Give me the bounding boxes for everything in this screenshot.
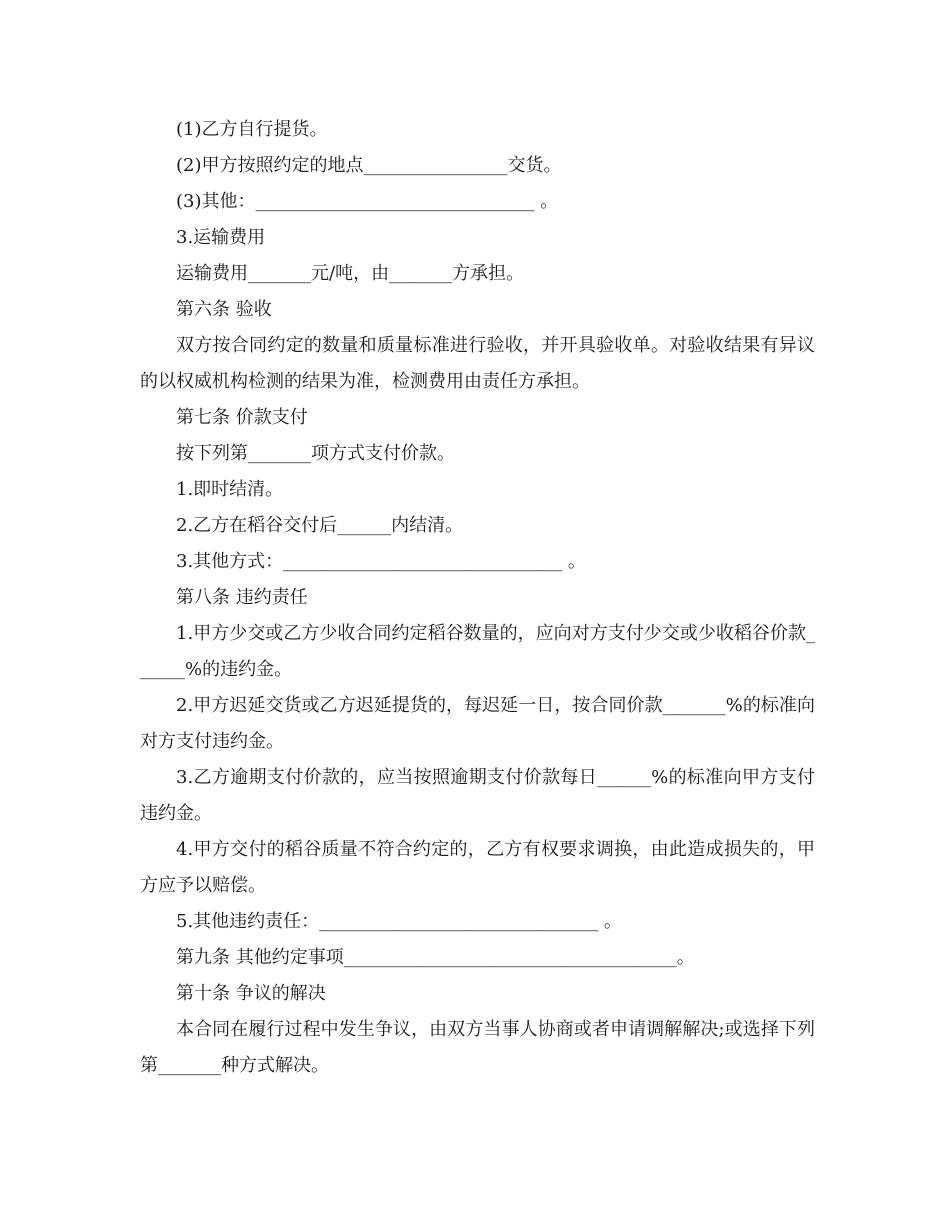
- section-heading-transport-cost: 3.运输费用: [176, 227, 266, 248]
- contract-body: [140, 112, 815, 1084]
- article-heading-7: 第七条 价款支付: [176, 407, 308, 428]
- clause-payment-option-2: 2.乙方在稻谷交付后______内结清。: [176, 515, 464, 536]
- clause-inspection: 双方按合同约定的数量和质量标准进行验收，并开具验收单。对验收结果有异议的以权威机构检测的结果为准，检测费用由责任方承担。: [140, 335, 815, 392]
- article-heading-10: 第十条 争议的解决: [176, 983, 326, 1004]
- clause-payment-method: 按下列第_______项方式支付价款。: [176, 443, 455, 464]
- clause-liability-1: 1.甲方少交或乙方少收合同约定稻谷数量的，应向对方支付少交或少收稻谷价款______%的违约金。: [140, 623, 815, 680]
- clause-delivery-option-3: (3)其他：_______________________________ 。: [176, 191, 559, 212]
- clause-payment-option-3: 3.其他方式：_______________________________ 。: [176, 551, 586, 572]
- clause-liability-5: 5.其他违约责任：_______________________________ 。: [176, 911, 622, 932]
- clause-payment-option-1: 1.即时结清。: [176, 479, 284, 500]
- clause-liability-4: 4.甲方交付的稻谷质量不符合约定的，乙方有权要求调换，由此造成损失的，甲方应予以赔偿。: [140, 839, 815, 896]
- clause-transport-cost: 运输费用_______元/吨，由_______方承担。: [176, 263, 525, 284]
- article-heading-6: 第六条 验收: [176, 299, 272, 320]
- clause-liability-3: 3.乙方逾期支付价款的，应当按照逾期支付价款每日______%的标准向甲方支付违约金。: [140, 767, 815, 824]
- article-heading-8: 第八条 违约责任: [176, 587, 308, 608]
- clause-liability-2: 2.甲方迟延交货或乙方迟延提货的，每迟延一日，按合同价款_______%的标准向对方支付违约金。: [140, 695, 815, 752]
- article-heading-9: 第九条 其他约定事项_____________________________________。: [176, 947, 695, 968]
- clause-delivery-option-1: (1)乙方自行提货。: [176, 119, 328, 140]
- clause-delivery-option-2: (2)甲方按照约定的地点________________交货。: [176, 155, 562, 176]
- clause-dispute-resolution: 本合同在履行过程中发生争议，由双方当事人协商或者申请调解解决;或选择下列第_______种方式解决。: [140, 1019, 815, 1076]
